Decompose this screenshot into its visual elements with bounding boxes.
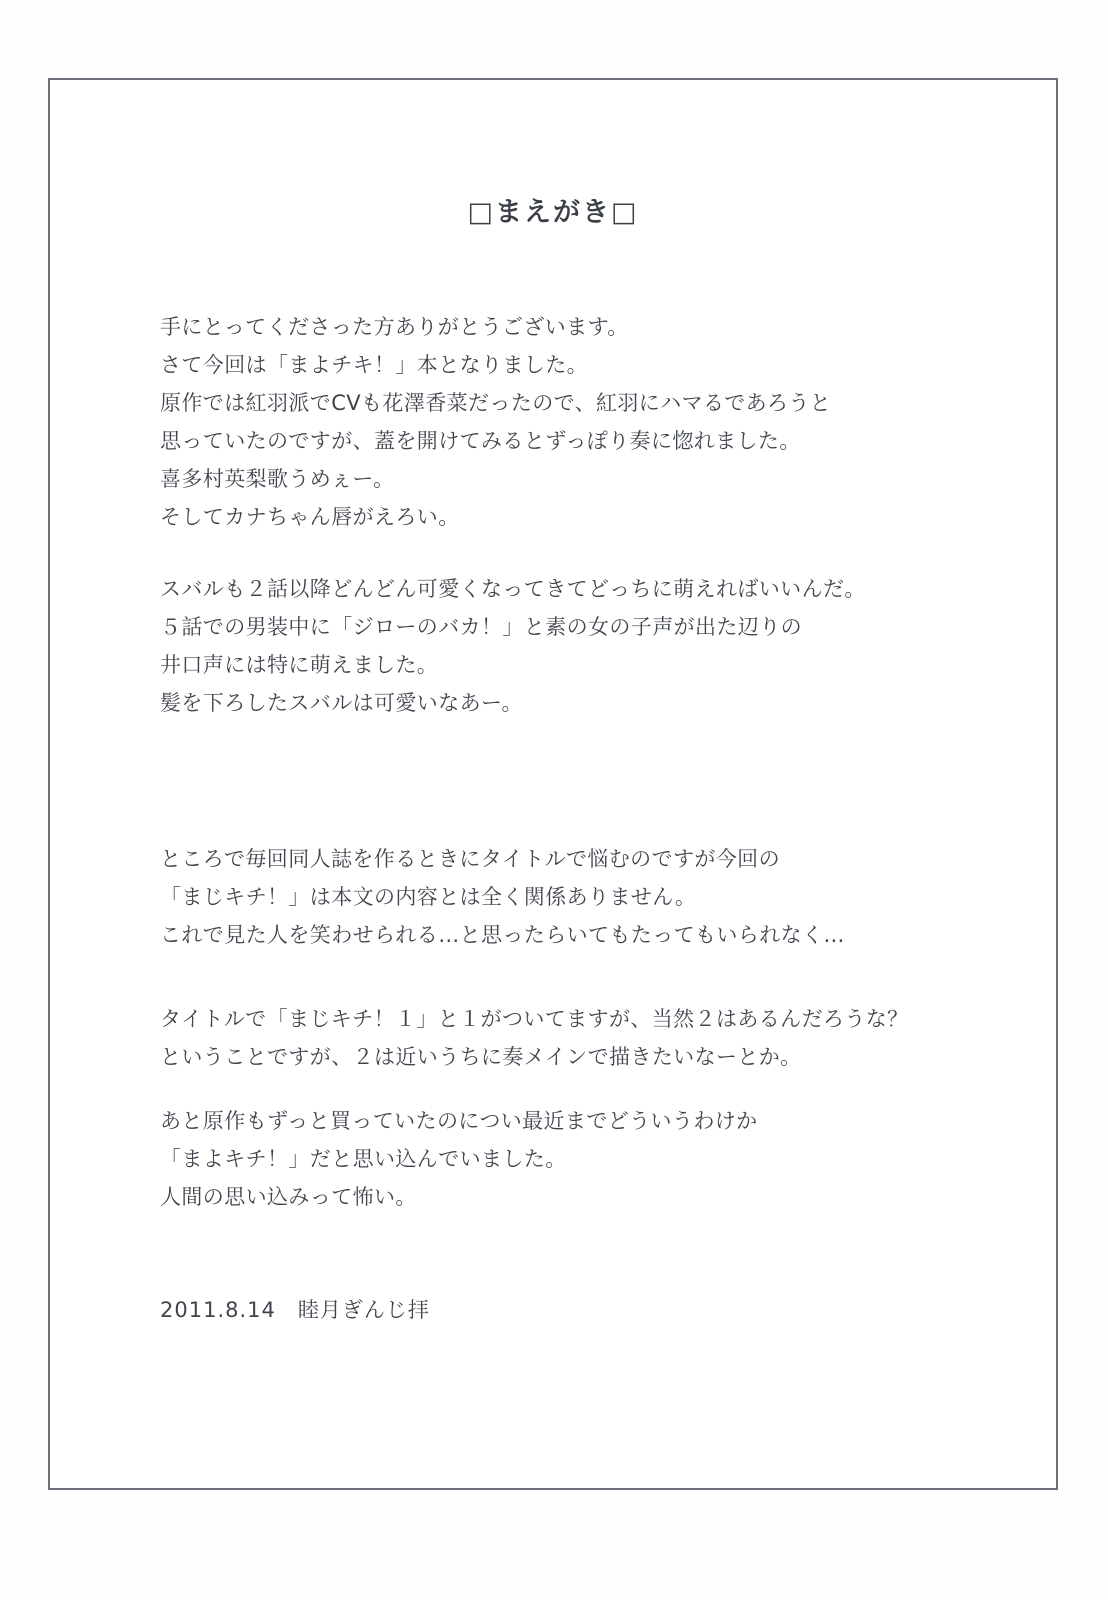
page-border-frame	[48, 78, 1058, 1490]
text-block	[160, 1000, 980, 1076]
text-line: 髪を下ろしたスバルは可愛いなあー。	[160, 691, 523, 715]
text-line: さて今回は「まよチキ！」本となりました。	[160, 353, 588, 377]
text-line: ５話での男装中に「ジローのバカ！」と素の女の子声が出た辺りの	[160, 615, 802, 639]
text-line: 井口声には特に萌えました。	[160, 653, 439, 677]
text-block	[160, 570, 980, 722]
text-line: ところで毎回同人誌を作るときにタイトルで悩むのですが今回の	[160, 847, 780, 871]
text-line: スバルも２話以降どんどん可愛くなってきてどっちに萌えればいいんだ。	[160, 577, 866, 601]
text-line: 原作では紅羽派でCVも花澤香菜だったので、紅羽にハマるであろうと	[160, 391, 832, 415]
page-title: □まえがき□	[467, 197, 639, 228]
text-line: 人間の思い込みって怖い。	[160, 1185, 417, 1209]
text-line: これで見た人を笑わせられる…と思ったらいてもたってもいられなく…	[160, 923, 845, 947]
text-line: 思っていたのですが、蓋を開けてみるとずっぽり奏に惚れました。	[160, 429, 801, 453]
text-line: 「まじキチ！」は本文の内容とは全く関係ありません。	[160, 885, 697, 909]
text-line: あと原作もずっと買っていたのについ最近までどういうわけか	[160, 1109, 758, 1133]
text-line: 「まよキチ！」だと思い込んでいました。	[160, 1147, 567, 1171]
signature-line: 2011.8.14 睦月ぎんじ拝	[160, 1298, 430, 1322]
text-block	[160, 1102, 980, 1216]
text-line: タイトルで「まじキチ！１」と１がついてますが、当然２はあるんだろうな？	[160, 1007, 909, 1031]
text-block	[160, 840, 980, 954]
text-line: 喜多村英梨歌うめぇー。	[160, 467, 395, 491]
text-line: そしてカナちゃん唇がえろい。	[160, 505, 460, 529]
text-block	[160, 308, 980, 536]
text-line: 手にとってくださった方ありがとうございます。	[160, 315, 629, 339]
text-line: ということですが、２は近いうちに奏メインで描きたいなーとか。	[160, 1045, 802, 1069]
